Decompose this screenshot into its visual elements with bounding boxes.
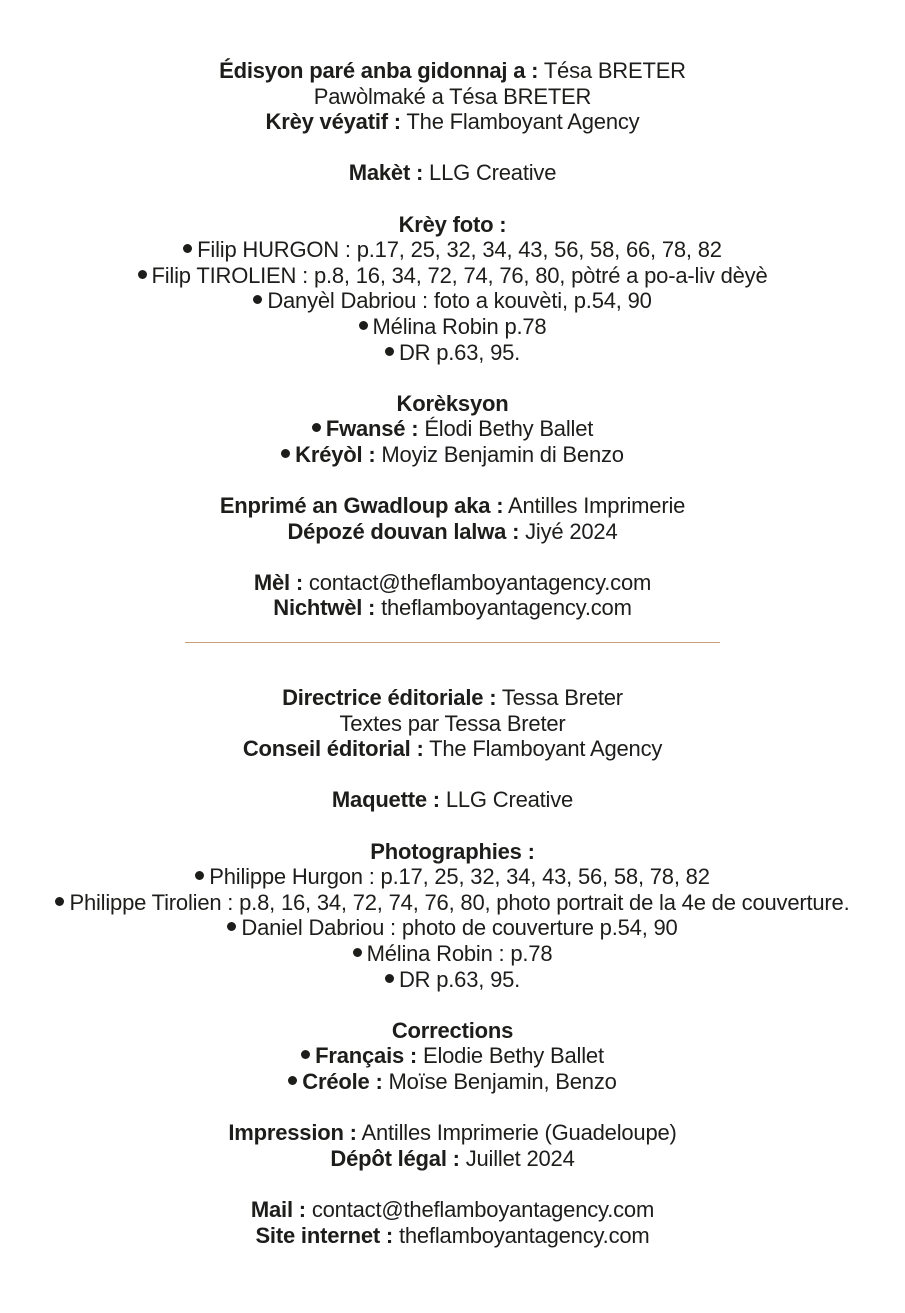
creole-photo-item xyxy=(0,288,905,314)
creole-layout-line xyxy=(0,160,905,186)
creole-creative-value: The Flamboyant Agency xyxy=(406,109,640,135)
creole-photo-text: DR p.63, 95. xyxy=(398,339,521,365)
french-mail-value: contact@theflamboyantagency.com xyxy=(311,1196,655,1222)
french-photos-heading: Photographies : xyxy=(370,838,535,864)
french-print-value: Antilles Imprimerie (Guadeloupe) xyxy=(361,1120,677,1146)
bullet-icon xyxy=(253,295,262,304)
creole-print-line xyxy=(0,493,905,519)
creole-photo-item xyxy=(0,314,905,340)
french-photo-item xyxy=(0,890,905,916)
french-layout-label: Maquette : xyxy=(331,787,440,813)
french-photo-item xyxy=(0,915,905,941)
french-creative-line xyxy=(0,736,905,762)
french-layout-value: LLG Creative xyxy=(445,787,574,813)
french-mail-label: Mail : xyxy=(250,1196,306,1222)
bullet-icon xyxy=(301,1050,310,1059)
french-print-label: Impression : xyxy=(228,1120,357,1146)
creole-creative-line xyxy=(0,109,905,135)
creole-site-value: theflamboyantagency.com xyxy=(381,595,632,621)
creole-mail-line xyxy=(0,570,905,596)
creole-correction-value: Élodi Bethy Ballet xyxy=(424,416,594,442)
french-photo-item xyxy=(0,941,905,967)
french-photo-text: Philippe Tirolien : p.8, 16, 34, 72, 74, 76, 80, photo portrait de la 4e de couverture. xyxy=(69,889,850,915)
french-photo-text: Philippe Hurgon : p.17, 25, 32, 34, 43, 56, 58, 78, 82 xyxy=(209,864,710,890)
creole-legal-label: Dépozé douvan lalwa : xyxy=(287,518,520,544)
section-divider xyxy=(185,642,720,643)
creole-credits xyxy=(0,58,905,621)
creole-photo-text: Filip HURGON : p.17, 25, 32, 34, 43, 56, 58, 66, 78, 82 xyxy=(197,237,722,263)
creole-legal-value: Jiyé 2024 xyxy=(525,518,618,544)
french-layout-line xyxy=(0,787,905,813)
creole-correction-value: Moyiz Benjamin di Benzo xyxy=(381,441,624,467)
creole-edition-line xyxy=(0,58,905,84)
creole-corrections-heading: Korèksyon xyxy=(396,390,509,416)
creole-photo-text: Danyèl Dabriou : foto a kouvèti, p.54, 90 xyxy=(267,288,652,314)
creole-print-label: Enprimé an Gwadloup aka : xyxy=(219,493,504,519)
french-correction-item xyxy=(0,1043,905,1069)
creole-edition-label: Édisyon paré anba gidonnaj a : xyxy=(219,58,539,83)
creole-creative-label: Krèy véyatif : xyxy=(265,109,401,135)
creole-mail-value: contact@theflamboyantagency.com xyxy=(308,569,652,595)
french-creative-label: Conseil éditorial : xyxy=(242,736,424,762)
french-site-label: Site internet : xyxy=(255,1222,394,1248)
bullet-icon xyxy=(359,321,368,330)
bullet-icon xyxy=(385,974,394,983)
french-correction-item xyxy=(0,1069,905,1095)
creole-site-line xyxy=(0,595,905,621)
french-print-line xyxy=(0,1120,905,1146)
creole-correction-label: Fwansé : xyxy=(325,416,419,442)
french-photo-text: Daniel Dabriou : photo de couverture p.54, 90 xyxy=(241,915,678,941)
french-edition-label: Directrice éditoriale : xyxy=(282,685,497,711)
creole-edition-value: Tésa BRETER xyxy=(543,58,686,83)
creole-photo-text: Mélina Robin p.78 xyxy=(372,313,547,339)
french-correction-label: Créole : xyxy=(302,1068,383,1094)
french-texts-line: Textes par Tessa Breter xyxy=(339,710,566,736)
french-correction-value: Moïse Benjamin, Benzo xyxy=(388,1068,617,1094)
french-mail-line xyxy=(0,1197,905,1223)
creole-photos-heading: Krèy foto : xyxy=(398,211,507,237)
bullet-icon xyxy=(227,922,236,931)
french-legal-label: Dépôt légal : xyxy=(330,1145,460,1171)
french-creative-value: The Flamboyant Agency xyxy=(429,736,663,762)
creole-photo-item xyxy=(0,263,905,289)
french-legal-value: Juillet 2024 xyxy=(465,1145,575,1171)
creole-mail-label: Mèl : xyxy=(253,569,303,595)
bullet-icon xyxy=(281,449,290,458)
bullet-icon xyxy=(195,871,204,880)
creole-legal-line xyxy=(0,519,905,545)
bullet-icon xyxy=(55,897,64,906)
creole-layout-value: LLG Creative xyxy=(429,160,557,186)
creole-photo-item xyxy=(0,340,905,366)
french-site-value: theflamboyantagency.com xyxy=(398,1222,650,1248)
creole-print-value: Antilles Imprimerie xyxy=(508,493,686,519)
bullet-icon xyxy=(138,270,147,279)
french-correction-label: Français : xyxy=(315,1043,418,1069)
french-corrections-heading: Corrections xyxy=(391,1017,514,1043)
bullet-icon xyxy=(385,347,394,356)
creole-texts-line: Pawòlmaké a Tésa BRETER xyxy=(313,83,592,109)
french-legal-line xyxy=(0,1146,905,1172)
creole-correction-item xyxy=(0,442,905,468)
bullet-icon xyxy=(183,244,192,253)
french-edition-value: Tessa Breter xyxy=(501,685,623,711)
french-correction-value: Elodie Bethy Ballet xyxy=(422,1043,604,1069)
french-site-line xyxy=(0,1223,905,1249)
french-edition-line xyxy=(0,685,905,711)
creole-correction-item xyxy=(0,416,905,442)
bullet-icon xyxy=(312,423,321,432)
bullet-icon xyxy=(353,948,362,957)
french-photo-text: Mélina Robin : p.78 xyxy=(366,941,553,966)
creole-photo-item xyxy=(0,237,905,263)
bullet-icon xyxy=(288,1076,297,1085)
french-credits xyxy=(0,685,905,1248)
french-photo-item xyxy=(0,967,905,993)
creole-layout-label: Makèt : xyxy=(348,160,424,186)
creole-photo-text: Filip TIROLIEN : p.8, 16, 34, 72, 74, 76, 80, pòtré a po-a-liv dèyè xyxy=(151,262,768,288)
creole-site-label: Nichtwèl : xyxy=(273,595,376,621)
french-photo-text: DR p.63, 95. xyxy=(398,966,521,992)
creole-correction-label: Kréyòl : xyxy=(295,441,376,467)
french-photo-item xyxy=(0,864,905,890)
